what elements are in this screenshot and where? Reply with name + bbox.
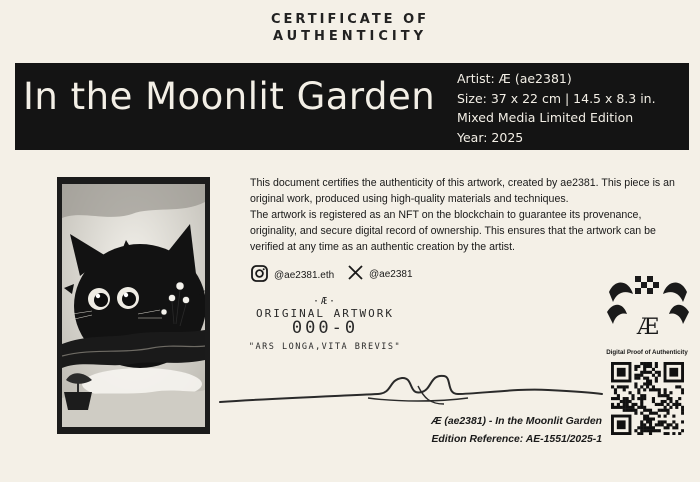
title-banner <box>15 63 689 150</box>
description-paragraph-2: The artwork is registered as an NFT on the blockchain to guarantee its provenance, originality, and secure digital record of ownership. This ensures that the artwork can be verified at any time as an authentic creation by the artist. <box>250 209 656 253</box>
x-handle[interactable] <box>348 265 413 283</box>
authenticity-seal <box>605 272 691 348</box>
instagram-icon <box>251 265 268 285</box>
artist-signature <box>218 368 603 414</box>
edition-reference: Edition Reference: AE-1551/2025-1 <box>431 434 602 445</box>
certificate-title-line2: AUTHENTICITY <box>272 29 428 44</box>
artwork-title: In the Moonlit Garden <box>23 75 436 118</box>
x-icon <box>348 265 363 283</box>
artist-line: Artist: Æ (ae2381) <box>457 71 572 86</box>
svg-text:Æ: Æ <box>636 315 660 340</box>
cat-illustration <box>62 184 205 427</box>
x-handle-text: @ae2381 <box>369 268 413 280</box>
instagram-handle-text: @ae2381.eth <box>274 269 335 281</box>
size-line: Size: 37 x 22 cm | 14.5 x 8.3 in. <box>457 90 656 106</box>
description-paragraph-1: This document certifies the authenticity of this artwork, created by ae2381. This piece is an original work, produced using high-quality materials and techniques. <box>250 177 675 205</box>
artwork-frame <box>57 177 210 434</box>
stamp-mark: ·Æ· <box>312 296 338 307</box>
signature-caption: Æ (ae2381) - In the Moonlit Garden <box>431 416 602 427</box>
artwork-details <box>457 69 656 147</box>
stamp-motto: "ARS LONGA,VITA BREVIS" <box>248 342 402 352</box>
seal-caption: Digital Proof of Authenticity <box>606 349 688 356</box>
medium-line: Mixed Media Limited Edition <box>457 110 634 125</box>
instagram-handle[interactable] <box>251 265 334 285</box>
artwork-image <box>62 184 205 427</box>
year-line: Year: 2025 <box>457 129 524 145</box>
stamp-line1: ORIGINAL ARTWORK <box>256 307 394 320</box>
stamp-number: 000-0 <box>291 318 359 338</box>
certificate-title-line1: CERTIFICATE OF <box>270 12 430 27</box>
qr-code[interactable] <box>611 362 684 435</box>
original-artwork-stamp <box>240 296 410 352</box>
certificate-description <box>250 175 690 255</box>
